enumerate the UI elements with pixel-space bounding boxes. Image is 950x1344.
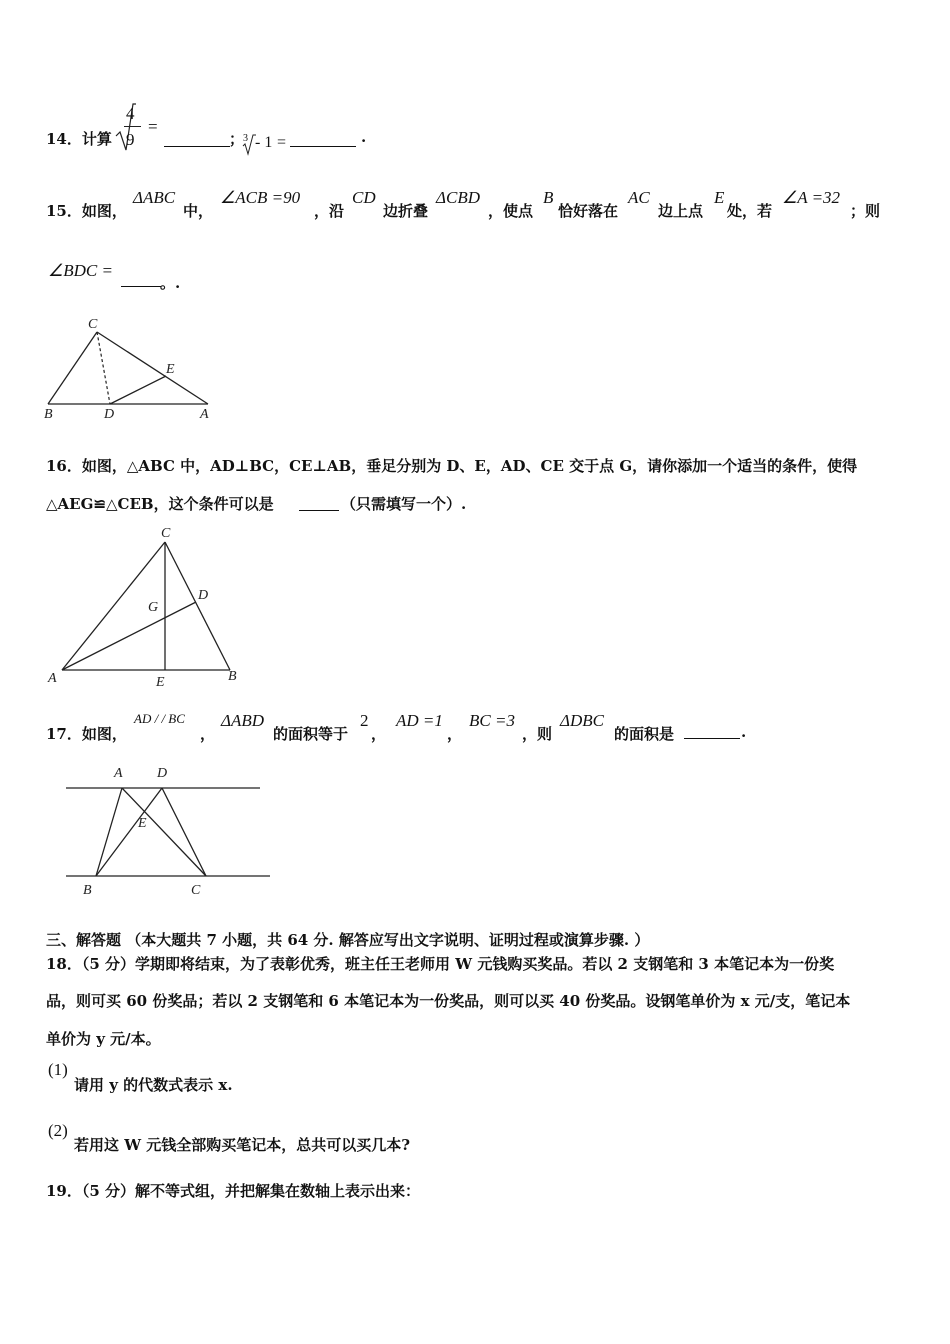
text: ，: [371, 725, 387, 743]
fraction-bar: [124, 126, 141, 127]
text: 边折叠: [383, 202, 429, 220]
text: 处，若: [727, 202, 773, 220]
answer-blank-16: [299, 498, 339, 511]
text: ，则: [522, 725, 553, 743]
label-d: D: [104, 407, 115, 422]
label-c: C: [88, 317, 98, 332]
text: ，: [447, 725, 463, 743]
text: ，: [200, 725, 216, 743]
text: ；则: [850, 202, 881, 220]
part-1-text: 请用 y 的代数式表示 x.: [74, 1076, 233, 1094]
angle-bdc: ∠BDC =: [48, 261, 113, 280]
angle-a: ∠A =32: [782, 188, 841, 207]
ad-parallel-bc: AD / / BC: [134, 711, 185, 726]
end-mark: .: [741, 723, 747, 741]
end-mark: .: [361, 128, 367, 146]
q18-line3: 单价为 y 元/本。: [46, 1030, 161, 1048]
part-1-number: (1): [48, 1060, 68, 1079]
triangle-cbd: ΔCBD: [436, 188, 480, 207]
segment-cd: CD: [352, 188, 376, 207]
q18-line2: 品，则可买 60 份奖品；若以 2 支钢笔和 6 本笔记本为一份奖品，则可以买 40 份奖品。设钢笔单价为 x 元/支，笔记本: [46, 992, 851, 1010]
text: 的面积等于: [273, 725, 349, 743]
text: ，沿: [314, 202, 345, 220]
point-e: E: [714, 188, 725, 207]
q15-label: 15．如图，: [46, 202, 127, 220]
equals-sign: =: [148, 117, 158, 136]
q16-line2-b: （只需填写一个）.: [341, 495, 467, 513]
label-g: G: [148, 600, 159, 615]
bc-equals-3: BC =3: [469, 711, 515, 730]
sqrt-numerator: 4: [126, 104, 135, 123]
label-d: D: [157, 766, 168, 781]
separator: ；: [229, 130, 245, 148]
answer-blank-15: [121, 274, 161, 287]
answer-blank-14b: [290, 134, 356, 147]
label-b: B: [44, 407, 53, 422]
label-d: D: [198, 588, 209, 603]
label-b: B: [228, 669, 237, 684]
end-mark: 。.: [160, 274, 181, 292]
answer-blank-17: [684, 726, 740, 739]
label-e: E: [156, 675, 165, 690]
label-e: E: [138, 816, 147, 831]
text: 恰好落在: [558, 202, 619, 220]
ad-equals-1: AD =1: [396, 711, 443, 730]
q16-line1: 16．如图，△ABC 中，AD⊥BC，CE⊥AB，垂足分别为 D、E，AD、CE 交于点 G，请你添加一个适当的条件，使得: [46, 457, 858, 475]
point-b: B: [543, 188, 554, 207]
q16-line2-a: △AEG≌△CEB，这个条件可以是: [46, 495, 274, 513]
text: 中，: [183, 202, 214, 220]
figure-q16: [44, 522, 244, 690]
text: 边上点: [658, 202, 704, 220]
value-two: 2: [360, 711, 369, 730]
triangle-dbc: ΔDBC: [560, 711, 604, 730]
q18-line1: 18．（5 分）学期即将结束，为了表彰优秀，班主任王老师用 W 元钱购买奖品。若以 2 支钢笔和 3 本笔记本为一份奖: [46, 955, 835, 973]
segment-ac: AC: [628, 188, 650, 207]
part-2-text: 若用这 W 元钱全部购买笔记本，总共可以买几本?: [74, 1136, 411, 1154]
triangle-abd: ΔABD: [221, 711, 265, 730]
label-a: A: [114, 766, 123, 781]
text: 的面积是: [614, 725, 675, 743]
section-heading: 三、解答题 （本大题共 7 小题，共 64 分. 解答应写出文字说明、证明过程或演算步骤. ）: [46, 931, 650, 949]
cube-root-sign: [242, 134, 256, 156]
answer-blank-14a: [164, 134, 230, 147]
figure-q17: [60, 758, 276, 900]
label-a: A: [48, 671, 57, 686]
label-b: B: [83, 883, 92, 898]
sqrt-denominator: 9: [126, 130, 135, 149]
label-a: A: [200, 407, 209, 422]
label-e: E: [166, 362, 175, 377]
question-19: 19．（5 分）解不等式组，并把解集在数轴上表示出来：: [46, 1182, 421, 1200]
equals-sign-2: =: [277, 134, 287, 151]
triangle-abc: ΔABC: [133, 188, 176, 207]
cube-root-body: - 1: [255, 134, 273, 151]
angle-acb: ∠ACB =90: [220, 188, 301, 207]
part-2-number: (2): [48, 1121, 68, 1140]
q14-label: 14．计算: [46, 130, 112, 148]
q17-label: 17．如图，: [46, 725, 127, 743]
label-c: C: [161, 526, 171, 541]
text: ，使点: [488, 202, 534, 220]
cube-root-index: 3: [243, 133, 248, 144]
figure-q15: [40, 312, 220, 424]
label-c: C: [191, 883, 201, 898]
